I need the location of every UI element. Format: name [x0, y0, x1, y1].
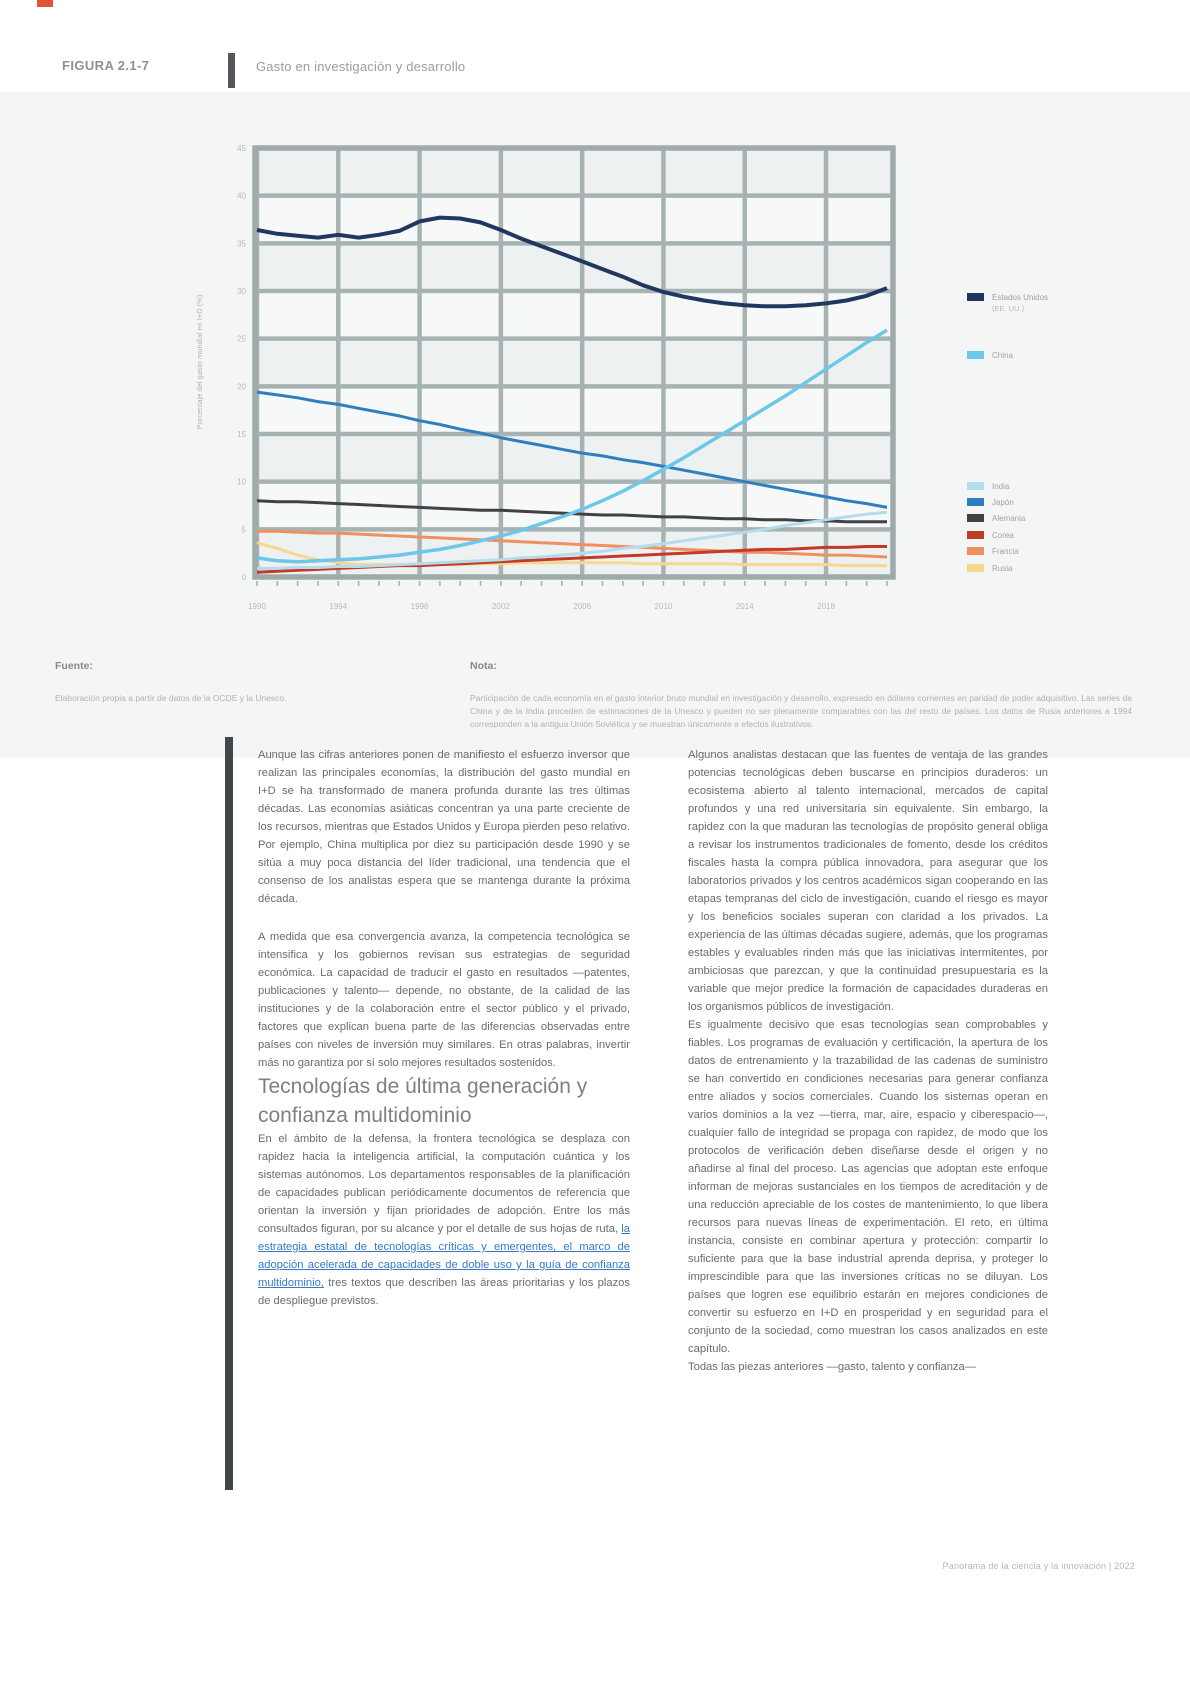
left-paragraph-3 [258, 1130, 630, 1310]
left-paragraph-1: Aunque las cifras anteriores ponen de manifiesto el esfuerzo inversor que realizan las principales economías, la distribución del gasto mundial en I+D se ha transformado de manera profunda durante las tres últimas décadas. Las economías asiáticas concentran ya una parte creciente de los recursos, mientras que Estados Unidos y Europa pierden peso relativo. Por ejemplo, China multiplica por diez su participación desde 1990 y se sitúa a muy poca distancia del líder tradicional, una tendencia que el consenso de los analistas espera que se mantenga durante la próxima década. [258, 749, 630, 905]
legend-label: Japón [992, 498, 1014, 507]
legend-label: Corea [992, 531, 1014, 540]
section-heading: Tecnologías de última generación y confianza multidominio [258, 1075, 588, 1127]
legend-swatch-india [967, 482, 984, 490]
right-paragraph-2: Es igualmente decisivo que esas tecnologías sean comprobables y fiables. Los programas de evaluación y certificación, la apertura de los datos de entrenamiento y la trazabilidad de las cadenas de suministro se han convertido en condiciones necesarias para generar confianza entre aliados y socios comerciales. Cuando los sistemas operan en varios dominios a la vez —tierra, mar, aire, espacio y ciberespacio—, cualquier fallo de integridad se propaga con rapidez, de modo que los protocolos de verificación deben diseñarse desde el origen y no añadirse al final del proceso. Las agencias que adoptan este enfoque informan de mejoras sustanciales en los tiempos de acreditación y de una reducción apreciable de los costes de mantenimiento, lo que libera recursos para nuevas líneas de experimentación. El reto, en última instancia, consiste en combinar apertura y protección: compartir lo suficiente para que la base industrial aprenda deprisa, y proteger lo imprescindible para que las inversiones críticas no se diluyan. Los países que logren ese equilibrio estarán en mejores condiciones de convertir su esfuerzo en I+D en prosperidad y en seguridad para el conjunto de la sociedad, como muestran los casos analizados en este capítulo. [688, 1019, 1048, 1355]
x-axis-tick-label: 2014 [735, 602, 754, 611]
x-axis-tick-label: 2002 [491, 602, 510, 611]
article-right-column [688, 746, 1048, 1376]
y-axis-tick-label: 45 [237, 144, 246, 153]
y-axis-tick-label: 25 [237, 334, 246, 344]
left-paragraph-2: A medida que esa convergencia avanza, la competencia tecnológica se intensifica y los gobiernos revisan sus estrategias de seguridad económica. La capacidad de traducir el gasto en resultados —patentes, publicaciones y talento— depende, no obstante, de la calidad de las instituciones y de la colaboración entre el sector público y el privado, factores que explican buena parte de las diferencias observadas entre países con niveles de inversión muy similares. En otras palabras, invertir más no garantiza por sí solo mejores resultados sostenidos. [258, 931, 630, 1069]
legend-swatch-estados-unidos [967, 293, 984, 301]
legend-label: Rusia [992, 564, 1013, 573]
legend-swatch-china [967, 351, 984, 359]
y-axis-tick-label: 15 [237, 430, 246, 439]
source-heading: Fuente: [55, 660, 93, 672]
note-text: Participación de cada economía en el gasto interior bruto mundial en investigación y desarrollo, expresado en dólares corrientes en paridad de poder adquisitivo. Las series de China y de la India proceden de estimaciones de la Unesco y pueden no ser plenamente comparables con las del resto de países. Los datos de Rusia anteriores a 1994 corresponden a la antigua Unión Soviética y se muestran únicamente a efectos ilustrativos. [470, 693, 1132, 729]
y-axis-tick-label: 30 [237, 287, 246, 296]
x-axis-tick-label: 1998 [410, 602, 429, 611]
right-paragraph-1: Algunos analistas destacan que las fuentes de ventaja de las grandes potencias tecnológicas deben buscarse en principios duraderos: un ecosistema abierto al talento internacional, mercados de capital profundos y una red universitaria sin equivalente. Sin embargo, la rapidez con la que maduran las tecnologías de propósito general obliga a revisar los instrumentos tradicionales de fomento, desde los créditos fiscales hasta la compra pública innovadora, para asegurar que los laboratorios privados y los centros académicos sigan cooperando en las etapas tempranas del ciclo de investigación, cuando el riesgo es mayor y los beneficios sociales superan con claridad a los privados. La experiencia de las últimas décadas sugiere, además, que los programas estables y evaluables rinden más que las iniciativas intermitentes, por ambiciosas que parezcan, y que la continuidad presupuestaria es la variable que mejor predice la formación de capacidades duraderas en los organismos públicos de investigación. [688, 749, 1048, 1013]
legend-label: India [992, 482, 1010, 491]
left-paragraph-3-closing: tres textos que describen las áreas prioritarias y los plazos de despliegue previstos. [258, 1277, 630, 1307]
x-axis-tick-label: 2010 [654, 602, 673, 611]
rd-share-line-chart [180, 120, 1190, 640]
legend-swatch-rusia [967, 564, 984, 572]
section-vertical-rule [225, 737, 233, 1490]
x-axis-tick-label: 1990 [248, 602, 266, 611]
grid-band [255, 148, 893, 196]
legend-label: China [992, 351, 1013, 360]
figure-label: FIGURA 2.1-7 [62, 58, 150, 73]
page-corner-mark [37, 0, 53, 7]
legend-label: Francia [992, 547, 1019, 556]
legend-swatch-corea [967, 531, 984, 539]
x-axis-tick-label: 2018 [817, 602, 835, 611]
page-footer: Panorama de la ciencia y la innovación | 2022 [942, 1561, 1135, 1571]
x-axis-tick-label: 1994 [329, 602, 348, 611]
figure-title: Gasto en investigación y desarrollo [256, 59, 466, 74]
grid-band [255, 243, 893, 291]
article-left-column [258, 746, 630, 1310]
legend-label-line2: (EE. UU.) [992, 304, 1025, 313]
legend-swatch-alemania [967, 514, 984, 522]
y-axis-title: Porcentaje del gasto mundial en I+D (%) [195, 294, 204, 430]
y-axis-tick-label: 0 [241, 573, 246, 582]
right-paragraph-3: Todas las piezas anteriores —gasto, talento y confianza— [688, 1361, 976, 1373]
left-paragraph-3-text: En el ámbito de la defensa, la frontera tecnológica se desplaza con rapidez hacia la inteligencia artificial, la computación cuántica y los sistemas autónomos. Los departamentos responsables de la planificación de capacidades publican periódicamente documentos de referencia que orientan la inversión y fijan prioridades de adopción. Entre los más consultados figuran, por su alcance y por el detalle de sus hojas de ruta, [258, 1133, 630, 1235]
y-axis-tick-label: 10 [237, 477, 246, 487]
y-axis-tick-label: 40 [237, 191, 246, 201]
grid-band [255, 386, 893, 434]
header-divider-bar [228, 53, 235, 88]
legend-swatch-francia [967, 547, 984, 555]
note-heading: Nota: [470, 660, 497, 672]
grid-band [255, 339, 893, 387]
grid-band [255, 291, 893, 339]
source-text: Elaboración propia a partir de datos de la OCDE y la Unesco. [55, 693, 287, 703]
legend-swatch-japón [967, 498, 984, 506]
legend-label: Alemania [992, 514, 1026, 523]
legend-label: Estados Unidos [992, 293, 1049, 302]
y-axis-tick-label: 35 [237, 239, 246, 249]
x-axis-tick-label: 2006 [573, 602, 592, 611]
grid-band [255, 434, 893, 482]
y-axis-tick-label: 20 [237, 382, 246, 392]
y-axis-tick-label: 5 [241, 525, 246, 535]
reference-documents-link[interactable]: la estrategia estatal de tecnologías críticas y emergentes, el marco de adopción acelerada de capacidades de doble uso y la guía de confianza multidominio, [258, 1223, 630, 1289]
